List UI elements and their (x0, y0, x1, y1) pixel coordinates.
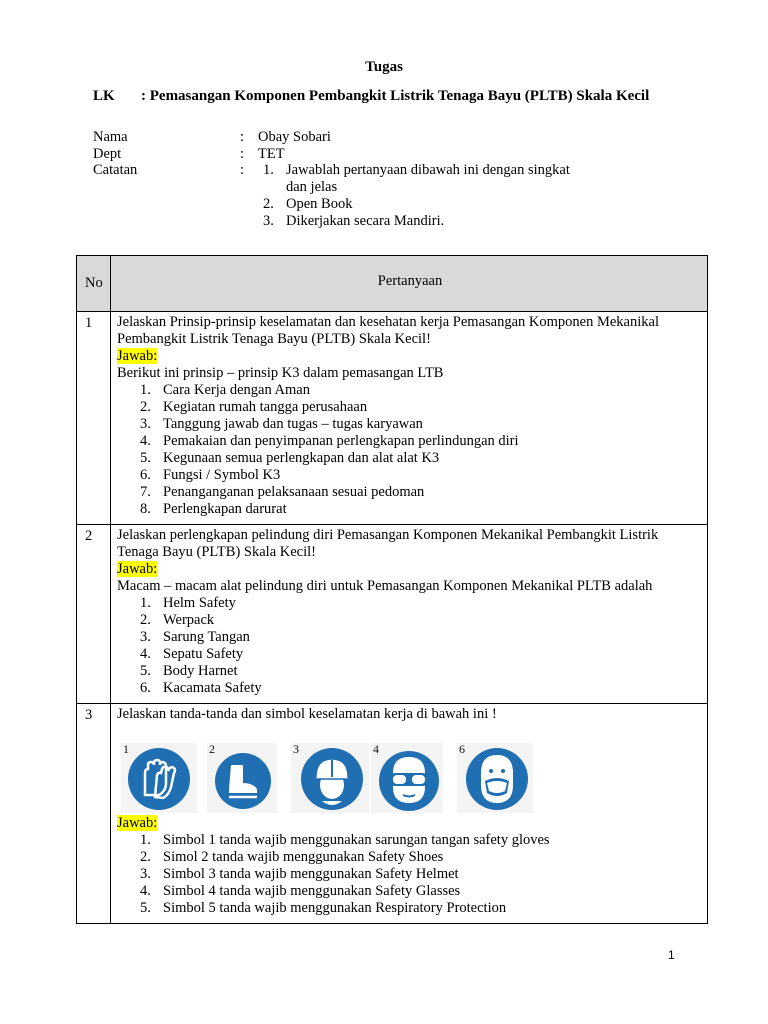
note-item: 1. Jawablah pertanyaan dibawah ini dengan singkat dan jelas (263, 162, 570, 195)
goggles-sign (371, 743, 443, 813)
table-row (77, 525, 708, 704)
list-item: 5. Body Harnet (140, 663, 238, 679)
answer-label: Jawab: (117, 348, 158, 364)
lk-label: LK (93, 88, 115, 104)
notes-list (258, 162, 578, 230)
row-content (111, 312, 708, 525)
answer-intro: Berikut ini prinsip – prinsip K3 dalam pemasangan LTB (117, 365, 444, 381)
list-item: 5. Kegunaan semua perlengkapan dan alat alat K3 (140, 450, 440, 466)
table-row (77, 704, 708, 924)
row-content (111, 525, 708, 704)
list-item: 4. Pemakaian dan penyimpanan perlengkapan perlindungan diri (140, 433, 519, 449)
lk-line (93, 88, 649, 105)
row-content (111, 704, 708, 924)
sign-number: 6 (459, 742, 465, 756)
answer-intro: Macam – macam alat pelindung diri untuk Pemasangan Komponen Mekanikal PLTB adalah (117, 578, 653, 594)
respirator-sign-icon (457, 743, 533, 813)
boots-sign-icon (207, 743, 277, 813)
goggles-sign-icon (371, 743, 443, 813)
row-number: 1 (77, 312, 111, 525)
list-item: 2. Werpack (140, 612, 215, 628)
sign-number: 2 (209, 742, 215, 756)
note-item: 2. Open Book (263, 196, 353, 212)
answer-list (117, 832, 703, 917)
sign-number: 3 (293, 742, 299, 756)
respirator-sign (457, 743, 533, 813)
list-item: 1. Simbol 1 tanda wajib menggunakan sarungan tangan safety gloves (140, 832, 550, 848)
name-label: Nama (93, 129, 128, 145)
helmet-sign-icon (291, 743, 369, 813)
list-item: 6. Fungsi / Symbol K3 (140, 467, 281, 483)
answer-label: Jawab: (117, 815, 158, 831)
list-item: 8. Perlengkapan darurat (140, 501, 287, 517)
dept-colon: : (240, 146, 245, 162)
page-number: 1 (668, 948, 675, 962)
question-text: Jelaskan tanda-tanda dan simbol keselamatan kerja di bawah ini ! (117, 706, 497, 722)
list-item: 2. Kegiatan rumah tangga perusahaan (140, 399, 368, 415)
list-item: 3. Simbol 3 tanda wajib menggunakan Safety Helmet (140, 866, 459, 882)
name-value: Obay Sobari (258, 129, 331, 145)
question-text: Jelaskan perlengkapan pelindung diri Pemasangan Komponen Mekanikal Pembangkit Listrik Tenaga Bayu (PLTB) Skala Kecil! (117, 527, 659, 560)
sign-number: 4 (373, 742, 379, 756)
answer-list (117, 382, 703, 518)
list-item: 2. Simol 2 tanda wajib menggunakan Safety Shoes (140, 849, 444, 865)
question-table (76, 255, 708, 924)
gloves-sign-icon (121, 743, 197, 813)
dept-label: Dept (93, 146, 122, 162)
header-question: Pertanyaan (111, 256, 708, 312)
sign-number: 1 (123, 742, 129, 756)
list-item: 3. Tanggung jawab dan tugas – tugas karyawan (140, 416, 423, 432)
table-header-row (77, 256, 708, 312)
list-item: 1. Cara Kerja dengan Aman (140, 382, 310, 398)
question-text: Jelaskan Prinsip-prinsip keselamatan dan kesehatan kerja Pemasangan Komponen Mekanikal Pembangkit Listrik Tenaga Bayu (PLTB) Skala Kecil! (117, 314, 659, 347)
safety-signs (121, 737, 703, 815)
row-number: 3 (77, 704, 111, 924)
document-title: Tugas (365, 59, 403, 75)
list-item: 5. Simbol 5 tanda wajib menggunakan Respiratory Protection (140, 900, 507, 916)
row-number: 2 (77, 525, 111, 704)
list-item: 4. Simbol 4 tanda wajib menggunakan Safety Glasses (140, 883, 461, 899)
table-row (77, 312, 708, 525)
notes-label: Catatan (93, 162, 138, 178)
lk-text: : Pemasangan Komponen Pembangkit Listrik Tenaga Bayu (PLTB) Skala Kecil (141, 88, 650, 104)
answer-list (117, 595, 703, 697)
notes-colon: : (240, 162, 245, 178)
name-colon: : (240, 129, 245, 145)
list-item: 6. Kacamata Safety (140, 680, 262, 696)
list-item: 7. Penanganganan pelaksanaan sesuai pedoman (140, 484, 425, 500)
note-item: 3. Dikerjakan secara Mandiri. (263, 213, 445, 229)
list-item: 4. Sepatu Safety (140, 646, 244, 662)
helmet-sign (291, 743, 369, 813)
list-item: 3. Sarung Tangan (140, 629, 250, 645)
list-item: 1. Helm Safety (140, 595, 236, 611)
gloves-sign (121, 743, 197, 813)
header-no: No (77, 256, 111, 312)
dept-value: TET (258, 146, 285, 162)
answer-label: Jawab: (117, 561, 158, 577)
boots-sign (207, 743, 277, 813)
